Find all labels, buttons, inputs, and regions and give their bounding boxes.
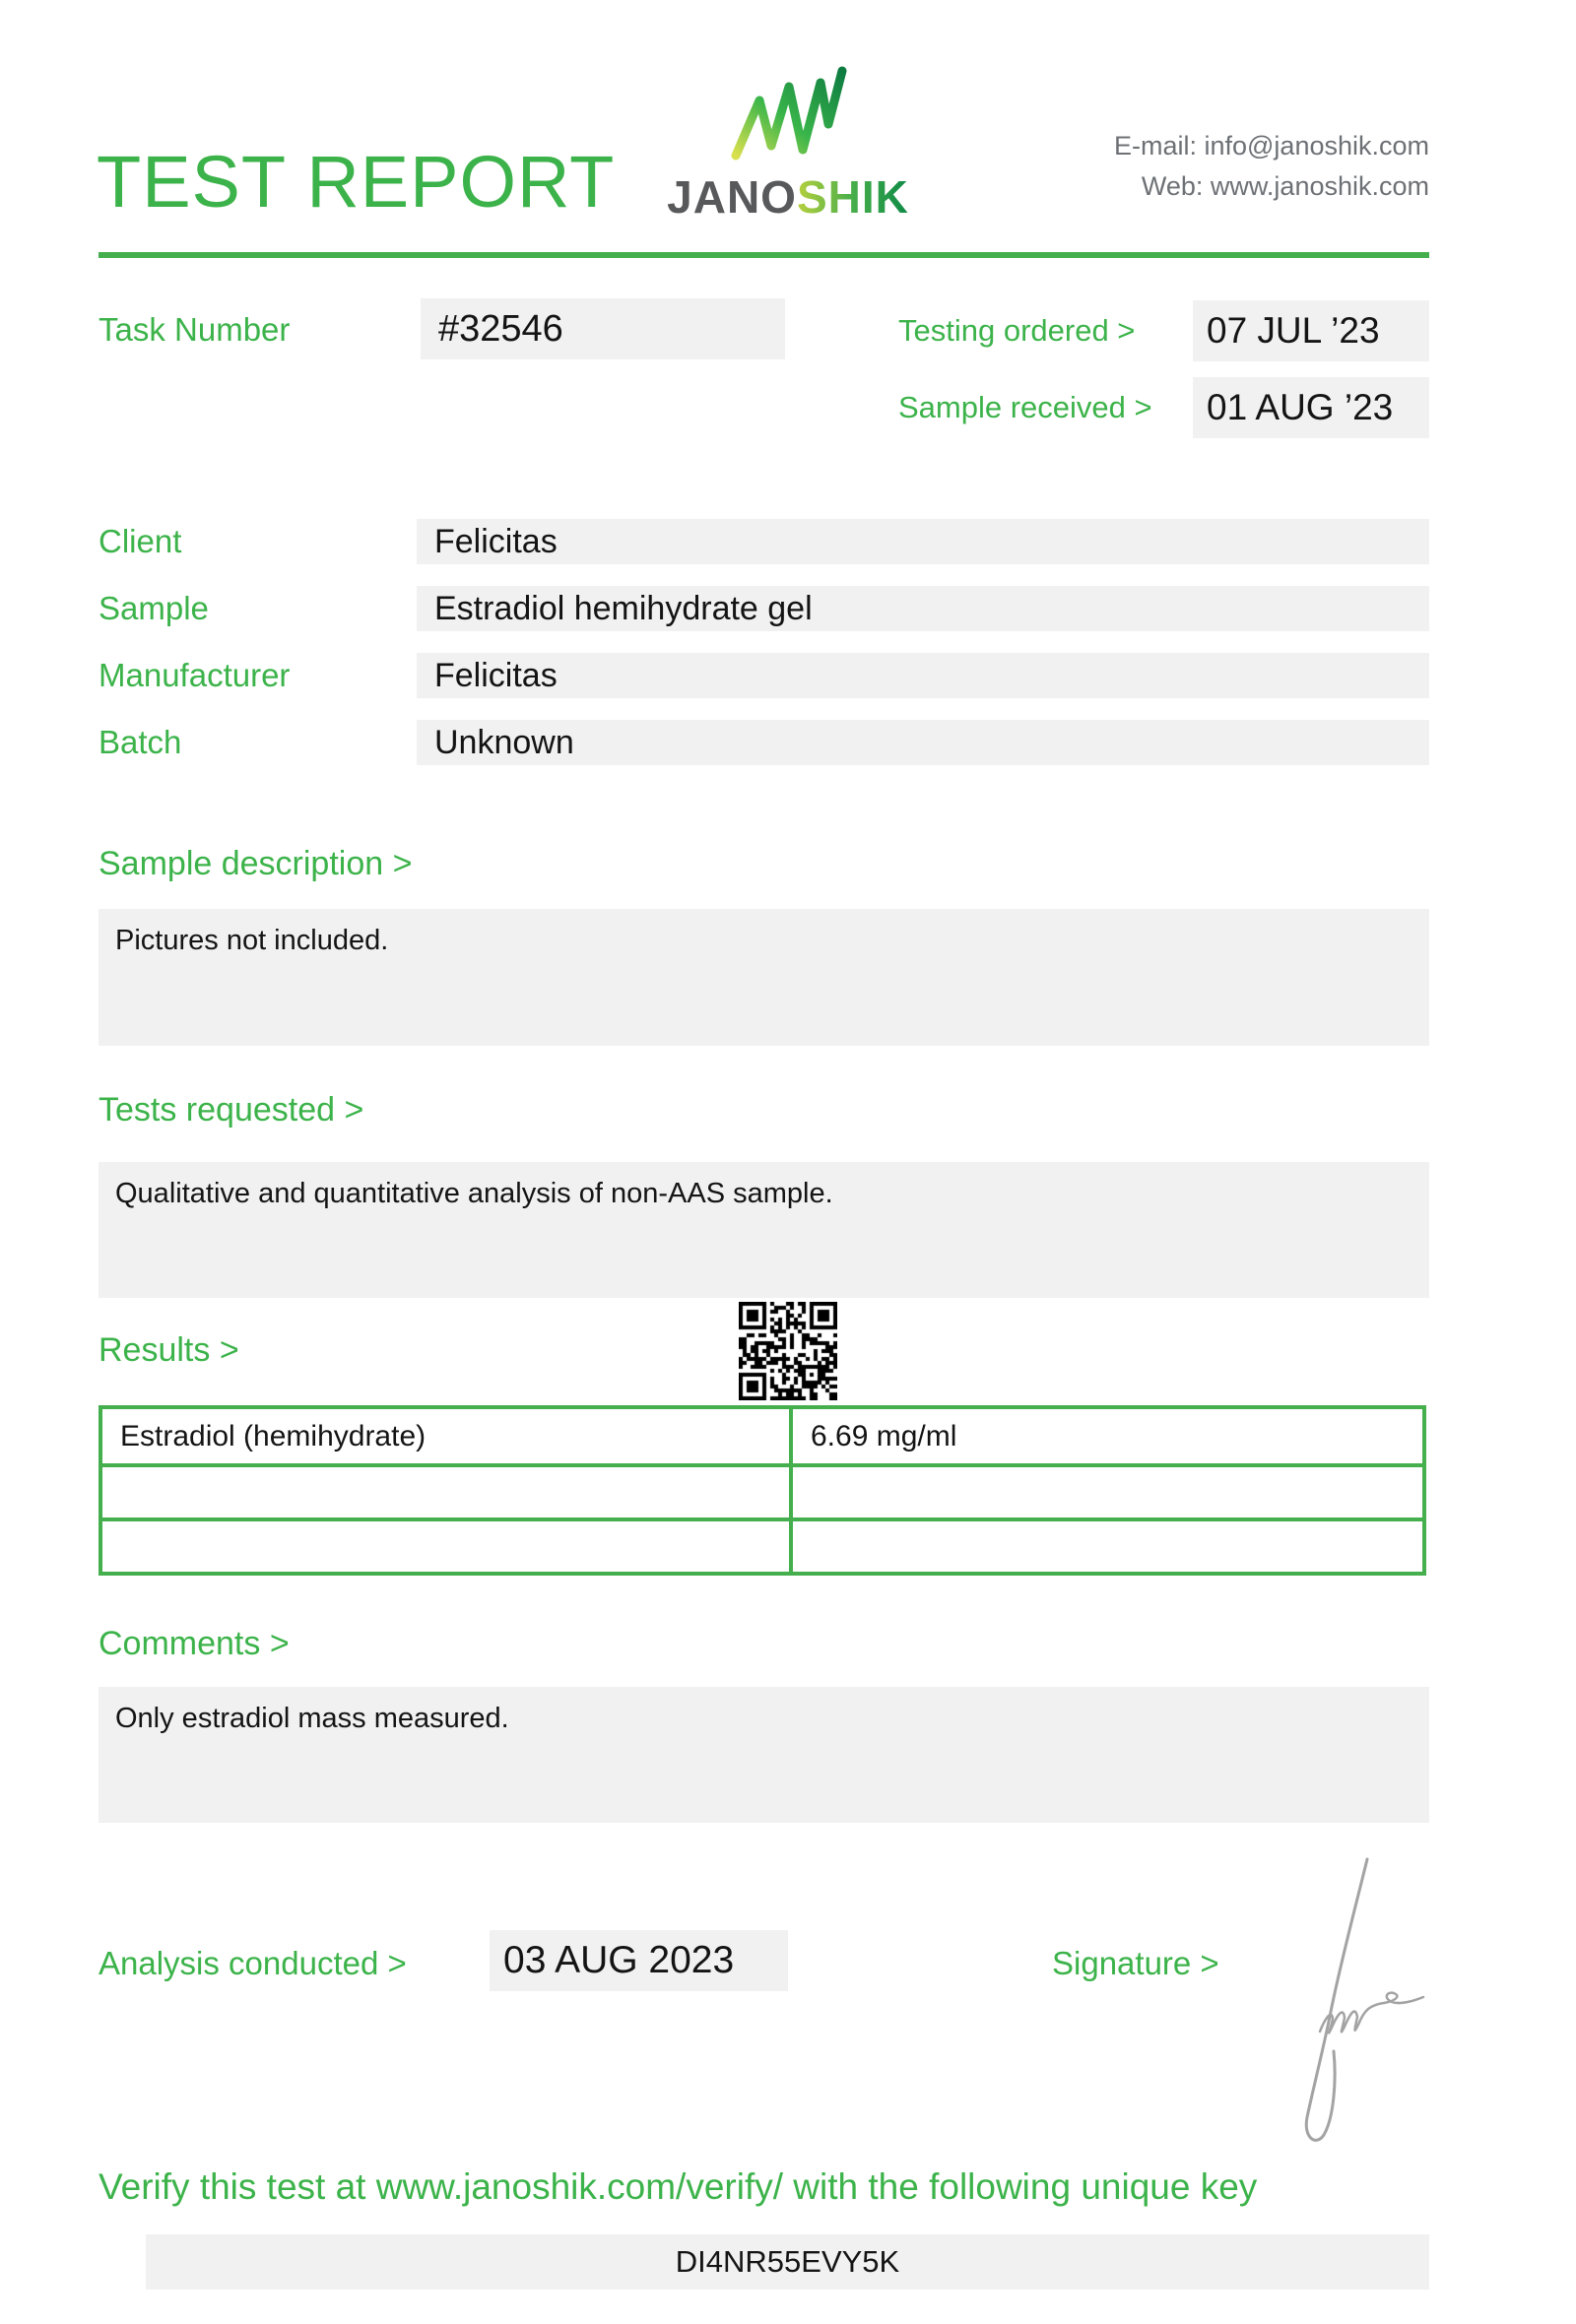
results-heading: Results > xyxy=(98,1331,239,1369)
result-value-cell: 6.69 mg/ml xyxy=(789,1409,1422,1463)
comments-box xyxy=(98,1687,1429,1823)
result-value-cell xyxy=(789,1463,1422,1517)
tests-requested-text: Qualitative and quantitative analysis of non-AAS sample. xyxy=(115,1178,833,1209)
result-value-cell xyxy=(789,1517,1422,1572)
analysis-conducted-value: 03 AUG 2023 xyxy=(503,1939,735,1981)
email-value: info@janoshik.com xyxy=(1204,131,1429,161)
wordmark-shik: SHIK xyxy=(796,171,909,223)
tests-requested-box xyxy=(98,1162,1429,1298)
client-label: Client xyxy=(98,523,182,559)
sample-label: Sample xyxy=(98,590,209,626)
task-number-value: #32546 xyxy=(438,308,563,350)
manufacturer-value: Felicitas xyxy=(434,657,558,694)
sample-description-box xyxy=(98,909,1429,1046)
sample-received-label: Sample received > xyxy=(898,390,1152,424)
tests-requested-heading: Tests requested > xyxy=(98,1091,364,1129)
sample-field xyxy=(417,586,1429,631)
verify-key-field xyxy=(146,2234,1429,2290)
results-table xyxy=(98,1405,1426,1576)
analysis-conducted-field xyxy=(490,1930,788,1991)
page-title: TEST REPORT xyxy=(97,141,616,223)
sample-value: Estradiol hemihydrate gel xyxy=(434,590,813,627)
client-value: Felicitas xyxy=(434,523,558,560)
janoshik-logo xyxy=(640,65,936,224)
batch-row xyxy=(98,720,1429,765)
client-field xyxy=(417,519,1429,564)
batch-field xyxy=(417,720,1429,765)
verify-instruction: Verify this test at www.janoshik.com/verify/ with the following unique key xyxy=(98,2166,1258,2207)
sample-received-field xyxy=(1193,377,1429,438)
testing-ordered-label: Testing ordered > xyxy=(898,313,1136,348)
result-substance-cell xyxy=(102,1463,789,1517)
sample-received-value: 01 AUG ’23 xyxy=(1207,387,1394,427)
signature-label: Signature > xyxy=(1052,1945,1219,1981)
manufacturer-row xyxy=(98,653,1429,698)
comments-heading: Comments > xyxy=(98,1625,290,1662)
sample-description-heading: Sample description > xyxy=(98,845,413,882)
sample-row xyxy=(98,586,1429,631)
manufacturer-field xyxy=(417,653,1429,698)
wordmark-jano: JANO xyxy=(667,171,797,223)
result-substance-cell xyxy=(102,1517,789,1572)
web-label: Web: xyxy=(1141,171,1204,201)
sample-description-text: Pictures not included. xyxy=(115,925,389,956)
header-divider xyxy=(98,252,1429,258)
contact-block xyxy=(1114,126,1429,207)
batch-value: Unknown xyxy=(434,724,574,761)
testing-ordered-value: 07 JUL ’23 xyxy=(1207,310,1380,351)
task-number-field xyxy=(421,298,785,359)
growth-chart-icon xyxy=(685,65,891,163)
client-row xyxy=(98,519,1429,564)
batch-label: Batch xyxy=(98,724,182,760)
task-number-label: Task Number xyxy=(98,311,291,348)
analysis-conducted-label: Analysis conducted > xyxy=(98,1945,407,1981)
testing-ordered-field xyxy=(1193,300,1429,361)
web-value: www.janoshik.com xyxy=(1210,171,1429,201)
email-label: E-mail: xyxy=(1113,131,1197,161)
comments-text: Only estradiol mass measured. xyxy=(115,1703,509,1734)
qr-code xyxy=(739,1302,837,1400)
result-substance-cell: Estradiol (hemihydrate) xyxy=(120,1419,427,1452)
web-line xyxy=(1114,166,1429,207)
janoshik-wordmark xyxy=(640,170,936,224)
signature-scribble xyxy=(1266,1849,1438,2163)
manufacturer-label: Manufacturer xyxy=(98,657,291,693)
email-line xyxy=(1114,126,1429,166)
verify-key-value: DI4NR55EVY5K xyxy=(675,2244,900,2279)
